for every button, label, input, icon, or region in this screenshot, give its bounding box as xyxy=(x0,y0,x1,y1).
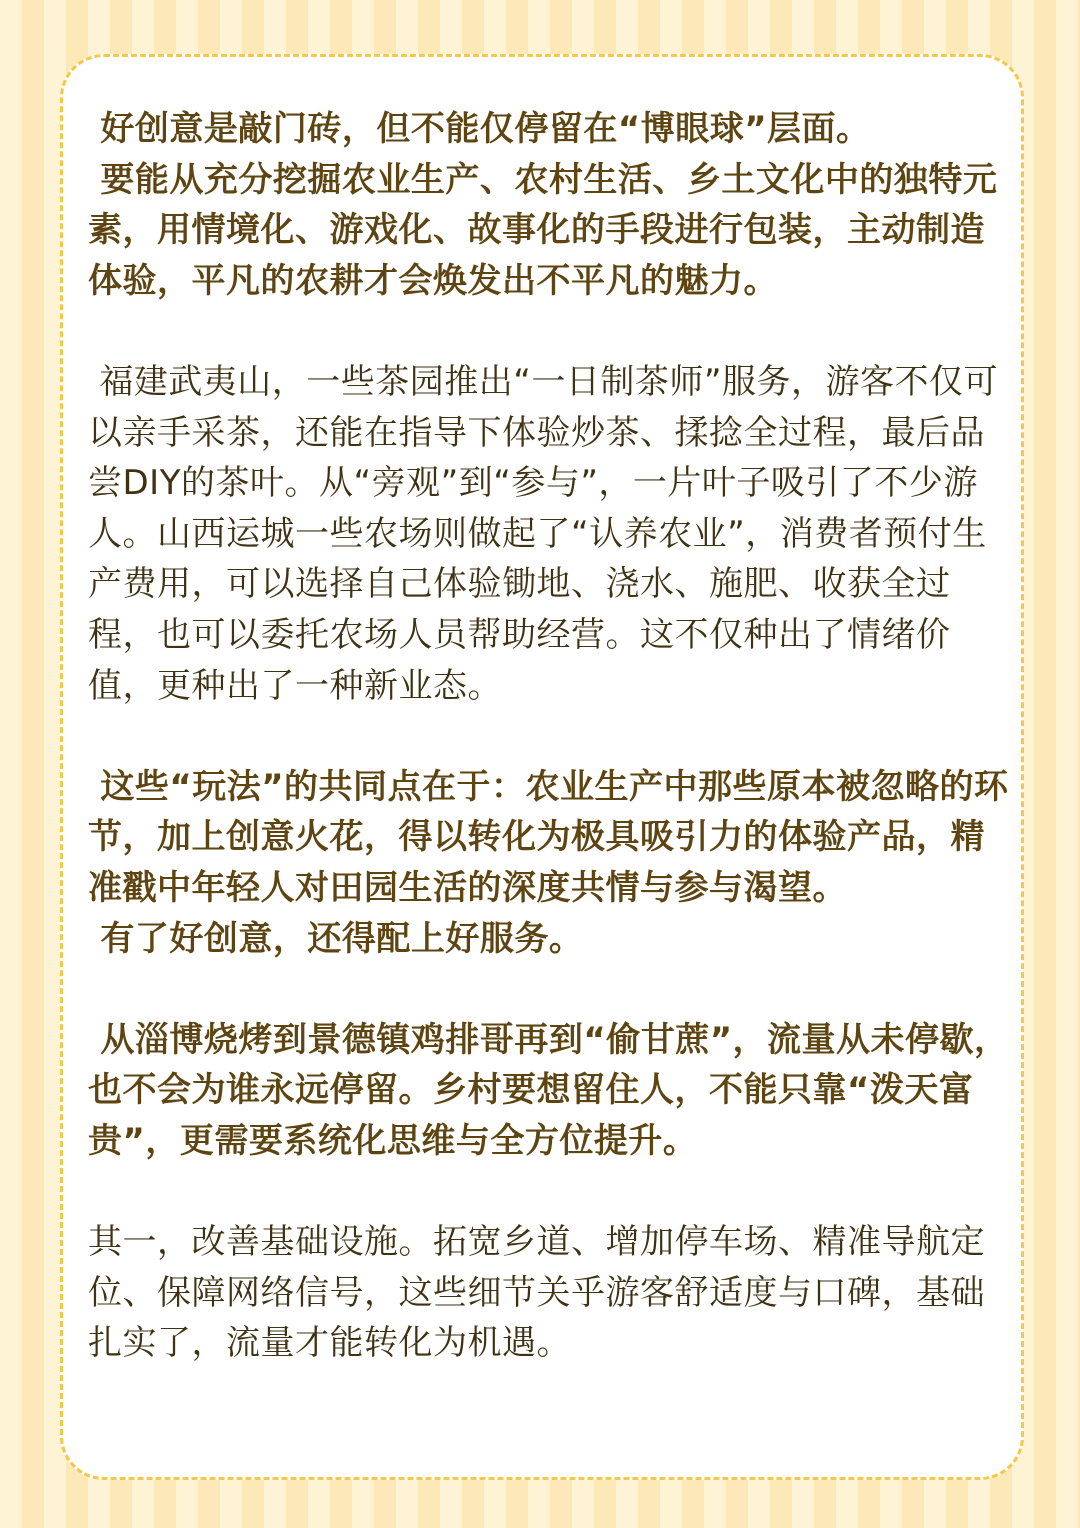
paragraph-common-points: 这些“玩法”的共同点在于：农业生产中那些原本被忽略的环节，加上创意火花，得以转化为极具吸引力的体验产品，精准戳中年轻人对田园生活的深度共情与参与渴望。 有了好创意，还得配上好服务。 xyxy=(88,766,1009,959)
paragraph-spacer xyxy=(88,964,1018,1015)
paragraph-examples: 福建武夷山，一些茶园推出“一日制茶师”服务，游客不仅可以亲手采茶，还能在指导下体验炒茶、揉捻全过程，最后品尝DIY的茶叶。从“旁观”到“参与”，一片叶子吸引了不少游人。山西运城一些农场则做起了“认养农业”，消费者预付生产费用，可以选择自己体验锄地、浇水、施肥、收获全过程，也可以委托农场人员帮助经营。这不仅种出了情绪价值，更种出了一种新业态。 xyxy=(88,361,999,706)
paragraph-creativity: 好创意是敲门砖，但不能仅停留在“博眼球”层面。 要能从充分挖掘农业生产、农村生活、乡土文化中的独特元素，用情境化、游戏化、故事化的手段进行包装，主动制造体验，平凡的农耕才会焕发出不平凡的魅力。 xyxy=(88,109,998,301)
paragraph-spacer xyxy=(88,1166,1018,1217)
paragraph-spacer xyxy=(88,711,1018,762)
paragraph-traffic: 从淄博烧烤到景德镇鸡排哥再到“偷甘蔗”，流量从未停歇，也不会为谁永远停留。乡村要想留住人，不能只靠“泼天富贵”，更需要系统化思维与全方位提升。 xyxy=(88,1019,1009,1161)
article-body xyxy=(88,104,1018,1369)
paragraph-spacer xyxy=(88,306,1018,357)
paragraph-infrastructure: 其一，改善基础设施。拓宽乡道、增加停车场、精准导航定位、保障网络信号，这些细节关乎游客舒适度与口碑，基础扎实了，流量才能转化为机遇。 xyxy=(88,1222,985,1364)
